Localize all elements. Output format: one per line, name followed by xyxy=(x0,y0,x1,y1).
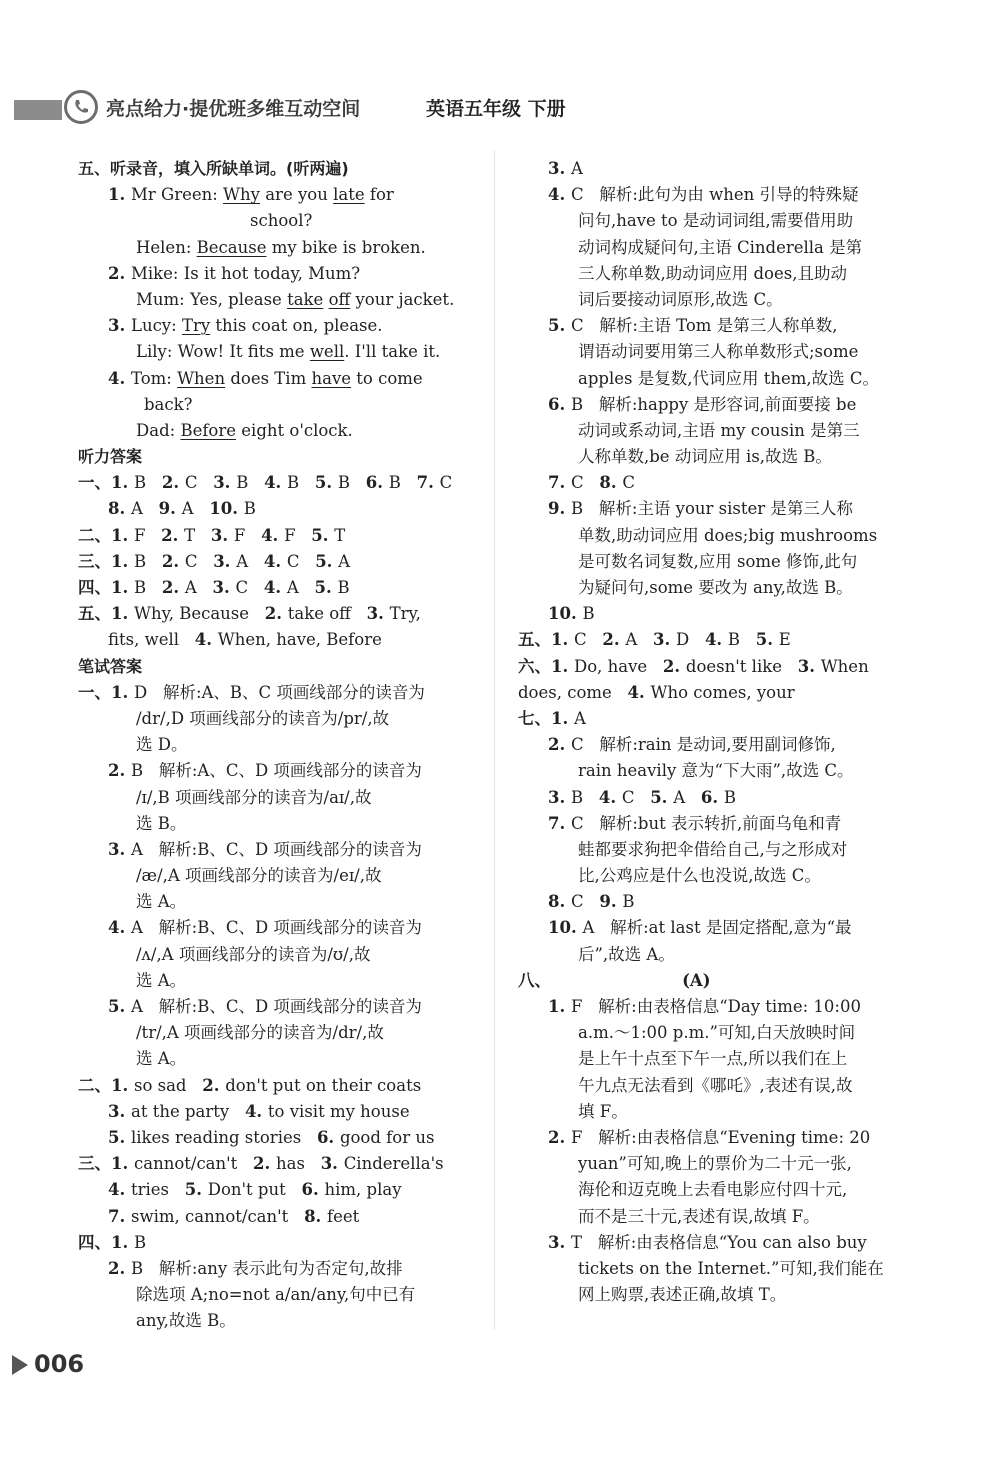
text-run: Why, Because xyxy=(133,604,265,624)
text-run: 六、1. xyxy=(518,656,574,676)
text-line xyxy=(518,968,918,994)
text-run: 10. xyxy=(209,499,244,519)
text-run: B xyxy=(337,473,366,493)
text-run: 3. xyxy=(108,839,131,859)
text-line: 是可数名词复数,应用 some 修饰,此句 xyxy=(578,551,858,571)
text-run: 10. xyxy=(548,918,583,938)
text-run: C xyxy=(622,473,635,493)
text-run: Dad: xyxy=(136,420,181,440)
phone-logo-icon xyxy=(64,90,98,124)
text-line: 网上购票,表述正确,故填 T。 xyxy=(578,1285,787,1305)
text-line xyxy=(78,1204,478,1230)
text-run: 2. xyxy=(548,1127,571,1147)
text-run: 二、1. xyxy=(78,1075,134,1095)
text-run: take off xyxy=(287,604,367,624)
text-line: /æ/,A 项画线部分的读音为/eɪ/,故 xyxy=(136,866,382,886)
text-run: 4. xyxy=(108,368,131,388)
text-run: 5. xyxy=(311,525,335,545)
text-run: B xyxy=(727,630,756,650)
text-line: 问句,have to 是动词词组,需要借用助 xyxy=(578,211,854,231)
text-run: 3. xyxy=(548,159,571,178)
answer-blank: When xyxy=(177,368,226,388)
text-run: 七、1. xyxy=(518,708,574,728)
text-run: B xyxy=(723,787,736,807)
text-run: 6. xyxy=(548,394,571,414)
answer-blank: well xyxy=(309,342,345,362)
text-run: eight o'clock. xyxy=(236,420,353,440)
text-run: T 解析:由表格信息“You can also buy xyxy=(570,1232,867,1252)
text-run: swim, cannot/can't xyxy=(130,1206,305,1226)
text-run: 2. xyxy=(202,1075,226,1095)
text-line xyxy=(78,523,478,549)
text-line xyxy=(78,235,478,261)
text-run: 4. xyxy=(263,578,287,597)
text-run: 四、1. xyxy=(78,578,134,597)
text-run: 1. xyxy=(548,997,571,1016)
text-run: Lily: Wow! It fits me xyxy=(136,342,310,362)
text-run: 5. xyxy=(548,316,571,336)
text-line: 选 A。 xyxy=(136,892,187,912)
text-line xyxy=(548,732,918,758)
text-line: 单数,助动词应用 does;big mushrooms xyxy=(578,525,878,545)
text-run: 2. xyxy=(108,263,131,283)
text-run: for xyxy=(364,185,394,205)
text-run: 5. xyxy=(108,997,131,1016)
text-line xyxy=(78,1256,478,1282)
text-line: /tr/,A 项画线部分的读音为/dr/,故 xyxy=(136,1023,384,1043)
text-run: 9. xyxy=(548,499,571,519)
text-run: 2. xyxy=(161,525,185,545)
text-run: A xyxy=(673,787,701,807)
text-run: 8. xyxy=(304,1206,328,1226)
text-line: 笔试答案 xyxy=(78,656,143,676)
text-run: 5. xyxy=(314,473,338,493)
text-line: 选 A。 xyxy=(136,970,187,990)
text-line xyxy=(548,392,918,418)
text-run: 4. xyxy=(244,1101,268,1121)
text-run: C xyxy=(573,630,603,650)
text-line: 比,公鸡应是什么也没说,故选 C。 xyxy=(578,866,821,886)
text-run: 二、1. xyxy=(78,525,134,545)
text-run: B 解析:happy 是形容词,前面要接 be xyxy=(570,394,857,414)
text-run: C xyxy=(286,551,316,571)
text-run: B xyxy=(243,499,256,519)
text-run: to visit my house xyxy=(267,1101,410,1121)
answer-blank: take xyxy=(287,289,324,309)
text-line xyxy=(548,496,918,522)
text-line xyxy=(548,1230,918,1256)
text-run: B xyxy=(236,473,265,493)
answer-blank: off xyxy=(328,289,351,309)
text-line xyxy=(548,785,918,811)
text-run: tries xyxy=(130,1180,185,1200)
text-run: 3. xyxy=(797,656,821,676)
text-run: B xyxy=(287,473,315,493)
text-run: B xyxy=(337,578,350,597)
text-line xyxy=(548,601,918,627)
right-column xyxy=(518,156,918,1308)
text-run: has xyxy=(276,1154,321,1174)
text-run: 6. xyxy=(365,473,389,493)
text-run: 3. xyxy=(108,1101,131,1121)
text-run: A xyxy=(338,551,351,571)
column-divider xyxy=(494,150,495,1330)
answer-blank: Because xyxy=(196,237,267,257)
text-run: 3. xyxy=(213,551,237,571)
text-run: 4. xyxy=(261,525,285,545)
text-run: 2. xyxy=(108,1258,131,1278)
text-run: C 解析:rain 是动词,要用副词修饰, xyxy=(570,735,836,755)
text-run: Tom: xyxy=(130,368,178,388)
text-line xyxy=(78,339,478,365)
text-run: C xyxy=(570,473,600,493)
text-line xyxy=(548,1125,918,1151)
text-run: F xyxy=(233,525,262,545)
text-line xyxy=(78,1230,478,1256)
text-run: 7. xyxy=(108,1206,131,1226)
text-run: F 解析:由表格信息“Evening time: 20 xyxy=(570,1127,871,1147)
text-run: A xyxy=(625,630,653,650)
text-line: 午九点无法看到《哪吒》,表述有误,故 xyxy=(578,1075,853,1095)
text-run: B xyxy=(622,892,635,912)
text-run: Mum: Yes, please xyxy=(136,289,288,309)
text-line xyxy=(78,261,478,287)
text-run: F xyxy=(133,525,162,545)
text-run: C xyxy=(570,892,600,912)
text-run: to come xyxy=(351,368,423,388)
text-line: 五、听录音，填入所缺单词。(听两遍) xyxy=(78,159,349,178)
text-line: 选 B。 xyxy=(136,813,187,833)
text-line xyxy=(78,549,478,575)
text-line: 填 F。 xyxy=(578,1101,628,1121)
text-run: 5. xyxy=(314,578,338,597)
text-line xyxy=(548,156,918,182)
text-run: 7. xyxy=(416,473,440,493)
text-run: 5. xyxy=(184,1180,208,1200)
text-run: 7. xyxy=(548,813,571,833)
text-line xyxy=(78,627,478,653)
text-line: 谓语动词要用第三人称单数形式;some xyxy=(578,342,859,362)
text-run: 2. xyxy=(662,656,686,676)
text-run: C xyxy=(621,787,651,807)
text-run: Helen: xyxy=(136,237,197,257)
header-subject: 英语五年级 下册 xyxy=(426,98,566,120)
text-line: 是上午十点至下午一点,所以我们在上 xyxy=(578,1049,848,1069)
text-line xyxy=(518,654,918,680)
text-line: 海伦和迈克晚上去看电影应付四十元, xyxy=(578,1180,848,1200)
text-run: 一、1. xyxy=(78,682,134,702)
text-run: D xyxy=(675,630,705,650)
text-run: 3. xyxy=(320,1154,344,1174)
text-run: Do, have xyxy=(573,656,663,676)
text-run: B xyxy=(133,473,162,493)
text-run: my bike is broken. xyxy=(266,237,426,257)
text-line: apples 是复数,代词应用 them,故选 C。 xyxy=(578,368,879,388)
text-line: 动词构成疑问句,主语 Cinderella 是第 xyxy=(578,237,863,257)
text-line: /ɪ/,B 项画线部分的读音为/aɪ/,故 xyxy=(136,787,372,807)
text-run: A xyxy=(570,159,583,178)
text-run: B 解析:A、C、D 项画线部分的读音为 xyxy=(130,761,422,781)
text-run: 4. xyxy=(704,630,728,650)
text-run: Who comes, your xyxy=(650,682,795,702)
text-run: E xyxy=(778,630,791,650)
text-run: 6. xyxy=(316,1127,340,1147)
text-run: B xyxy=(582,604,595,624)
text-line xyxy=(78,1099,478,1125)
text-run: 8. xyxy=(108,499,131,519)
text-line: 除选项 A;no=not a/an/any,句中已有 xyxy=(136,1285,416,1305)
text-run: (A) xyxy=(682,970,711,990)
text-run: at the party xyxy=(130,1101,245,1121)
text-run: B xyxy=(133,1232,147,1252)
text-line: /ʌ/,A 项画线部分的读音为/ʊ/,故 xyxy=(136,944,371,964)
text-run: C xyxy=(235,578,264,597)
text-run: 1. xyxy=(108,185,131,205)
text-line: 三人称单数,助动词应用 does,且助动 xyxy=(578,263,847,283)
text-line xyxy=(78,1177,478,1203)
text-line: 蛙都要求狗把伞借给自己,与之形成对 xyxy=(578,839,848,859)
text-run: 3. xyxy=(213,473,237,493)
text-run: B 解析:主语 your sister 是第三人称 xyxy=(570,499,853,519)
text-line xyxy=(78,182,478,208)
text-run: does, come xyxy=(518,682,628,702)
text-run: C xyxy=(184,473,214,493)
text-run: 3. xyxy=(108,316,131,336)
text-line: any,故选 B。 xyxy=(136,1311,236,1331)
text-run: 四、1. xyxy=(78,1232,134,1252)
text-line xyxy=(78,287,478,313)
text-run: D 解析:A、B、C 项画线部分的读音为 xyxy=(133,682,425,702)
text-line: 为疑问句,some 要改为 any,故选 B。 xyxy=(578,578,853,597)
text-run: A 解析:B、C、D 项画线部分的读音为 xyxy=(130,918,422,938)
text-line xyxy=(78,366,478,392)
answer-blank: Why xyxy=(223,185,260,205)
text-line: tickets on the Internet.”可知,我们能在 xyxy=(578,1258,884,1278)
text-line: yuan”可知,晚上的票价为二十元一张, xyxy=(578,1154,852,1174)
text-line: 后”,故选 A。 xyxy=(578,944,675,964)
text-line xyxy=(548,313,918,339)
text-line: back? xyxy=(144,394,193,414)
text-run: 3. xyxy=(652,630,676,650)
text-run: 4. xyxy=(627,682,651,702)
text-run: C xyxy=(439,473,453,493)
text-run: 4. xyxy=(598,787,622,807)
text-run: likes reading stories xyxy=(130,1127,317,1147)
header-bar xyxy=(14,100,62,120)
text-run: 4. xyxy=(194,630,218,650)
text-line xyxy=(78,601,478,627)
text-line xyxy=(518,706,918,732)
text-run: 2. xyxy=(108,761,131,781)
text-run: B xyxy=(388,473,417,493)
text-run: doesn't like xyxy=(685,656,798,676)
text-line xyxy=(78,915,478,941)
text-run: Don't put xyxy=(207,1180,302,1200)
text-run: don't put on their coats xyxy=(225,1075,422,1095)
text-run: C xyxy=(184,551,214,571)
text-run: A xyxy=(286,578,315,597)
text-run: 5. xyxy=(315,551,339,571)
text-run: F xyxy=(284,525,312,545)
text-run: When, have, Before xyxy=(217,630,382,650)
text-run: B xyxy=(133,578,162,597)
text-line xyxy=(78,313,478,339)
page-header xyxy=(14,88,714,128)
text-run: 8. xyxy=(548,892,571,912)
text-run: 4. xyxy=(108,1180,131,1200)
text-line xyxy=(78,470,478,496)
text-run: 3. xyxy=(548,1232,571,1252)
text-line xyxy=(78,994,478,1020)
page-arrow-icon xyxy=(12,1355,28,1375)
text-run: cannot/can't xyxy=(133,1154,254,1174)
text-run: 7. xyxy=(548,473,571,493)
text-line xyxy=(548,811,918,837)
text-run: 一、1. xyxy=(78,473,134,493)
text-run: B xyxy=(570,787,599,807)
text-run: 三、1. xyxy=(78,551,134,571)
text-run: 3. xyxy=(366,604,390,624)
text-line xyxy=(78,1151,478,1177)
text-run: 三、1. xyxy=(78,1154,134,1174)
text-line xyxy=(78,496,478,522)
text-line xyxy=(78,1073,478,1099)
text-line: a.m.～1:00 p.m.”可知,白天放映时间 xyxy=(578,1023,856,1043)
page-number: 006 xyxy=(34,1350,85,1378)
text-line xyxy=(548,889,918,915)
text-run: are you xyxy=(259,185,334,205)
text-line: 而不是三十元,表述有误,故填 F。 xyxy=(578,1206,820,1226)
text-run: this coat on, please. xyxy=(210,316,383,336)
text-run: 3. xyxy=(212,578,236,597)
text-run: 6. xyxy=(301,1180,325,1200)
text-run: A 解析:B、C、D 项画线部分的读音为 xyxy=(130,997,422,1016)
text-run: 6. xyxy=(700,787,724,807)
answer-blank: have xyxy=(311,368,352,388)
text-line xyxy=(518,627,918,653)
text-run: 五、1. xyxy=(78,604,134,624)
text-line: 人称单数,be 动词应用 is,故选 B。 xyxy=(578,447,832,467)
text-line: 词后要接动词原形,故选 C。 xyxy=(578,289,783,309)
text-line xyxy=(518,680,918,706)
answer-blank: late xyxy=(333,185,365,205)
answer-blank: Before xyxy=(180,420,237,440)
text-line xyxy=(78,418,478,444)
text-run: 2. xyxy=(161,551,185,571)
text-run: 9. xyxy=(599,892,623,912)
text-run: 2. xyxy=(602,630,626,650)
text-run: 10. xyxy=(548,604,583,624)
text-run: does Tim xyxy=(225,368,312,388)
text-run: A 解析:at last 是固定搭配,意为“最 xyxy=(582,918,852,938)
text-run: 2. xyxy=(161,578,185,597)
text-run: your jacket. xyxy=(350,289,455,309)
text-run: fits, well xyxy=(108,630,195,650)
text-line: 选 A。 xyxy=(136,1049,187,1069)
text-run xyxy=(551,971,682,990)
text-line xyxy=(548,470,918,496)
text-run: him, play xyxy=(324,1180,402,1200)
header-brand: 亮点给力·提优班多维互动空间 xyxy=(106,98,361,120)
text-run: C 解析:此句为由 when 引导的特殊疑 xyxy=(570,185,859,205)
left-column xyxy=(78,156,478,1334)
text-run: B 解析:any 表示此句为否定句,故排 xyxy=(130,1258,403,1278)
text-line xyxy=(78,837,478,863)
text-run: B xyxy=(133,551,162,571)
text-run: 3. xyxy=(548,787,571,807)
text-run: C 解析:主语 Tom 是第三人称单数, xyxy=(570,316,838,336)
text-run: 八、 xyxy=(518,970,551,990)
text-line: 选 D。 xyxy=(136,735,188,755)
text-line: /dr/,D 项画线部分的读音为/pr/,故 xyxy=(136,708,390,728)
text-run: 9. xyxy=(158,499,182,519)
answer-blank: Try xyxy=(181,316,211,336)
text-run: so sad xyxy=(133,1075,203,1095)
text-run: Mike: Is it hot today, Mum? xyxy=(130,263,361,283)
text-run: A xyxy=(573,708,586,728)
text-line xyxy=(78,680,478,706)
text-run: 五、1. xyxy=(518,630,574,650)
text-run: Lucy: xyxy=(130,316,182,336)
text-run: 8. xyxy=(599,473,623,493)
text-run: C 解析:but 表示转折,前面乌龟和青 xyxy=(570,813,842,833)
text-run: Cinderella's xyxy=(343,1154,444,1174)
text-run: A 解析:B、C、D 项画线部分的读音为 xyxy=(130,839,422,859)
text-run: 4. xyxy=(264,473,288,493)
text-run: Mr Green: xyxy=(130,185,224,205)
text-run: 5. xyxy=(650,787,674,807)
text-run: 2. xyxy=(253,1154,277,1174)
text-run: 4. xyxy=(548,185,571,205)
text-run: A xyxy=(236,551,264,571)
text-run: When xyxy=(820,656,869,676)
text-run: F 解析:由表格信息“Day time: 10:00 xyxy=(570,997,861,1016)
text-run: 2. xyxy=(548,735,571,755)
text-run: good for us xyxy=(339,1127,435,1147)
text-run: feet xyxy=(327,1206,360,1226)
text-line xyxy=(548,915,918,941)
text-line xyxy=(548,994,918,1020)
text-line xyxy=(548,182,918,208)
text-line xyxy=(78,575,478,601)
text-run: Try, xyxy=(389,604,421,624)
text-run: A xyxy=(130,499,159,519)
text-run: 3. xyxy=(210,525,234,545)
text-line: 听力答案 xyxy=(78,447,143,467)
text-run: 4. xyxy=(263,551,287,571)
text-run: T xyxy=(334,525,346,545)
text-run: 2. xyxy=(264,604,288,624)
text-line: school? xyxy=(250,211,313,231)
text-line xyxy=(78,758,478,784)
text-run: 5. xyxy=(755,630,779,650)
text-run: A xyxy=(181,499,210,519)
text-run: 5. xyxy=(108,1127,131,1147)
text-line: rain heavily 意为“下大雨”,故选 C。 xyxy=(578,761,854,781)
text-run: A xyxy=(184,578,213,597)
text-run: 2. xyxy=(161,473,185,493)
text-run: T xyxy=(184,525,211,545)
text-run: 4. xyxy=(108,918,131,938)
text-line: 动词或系动词,主语 my cousin 是第三 xyxy=(578,420,860,440)
text-run: . I'll take it. xyxy=(344,342,441,362)
text-line xyxy=(78,1125,478,1151)
